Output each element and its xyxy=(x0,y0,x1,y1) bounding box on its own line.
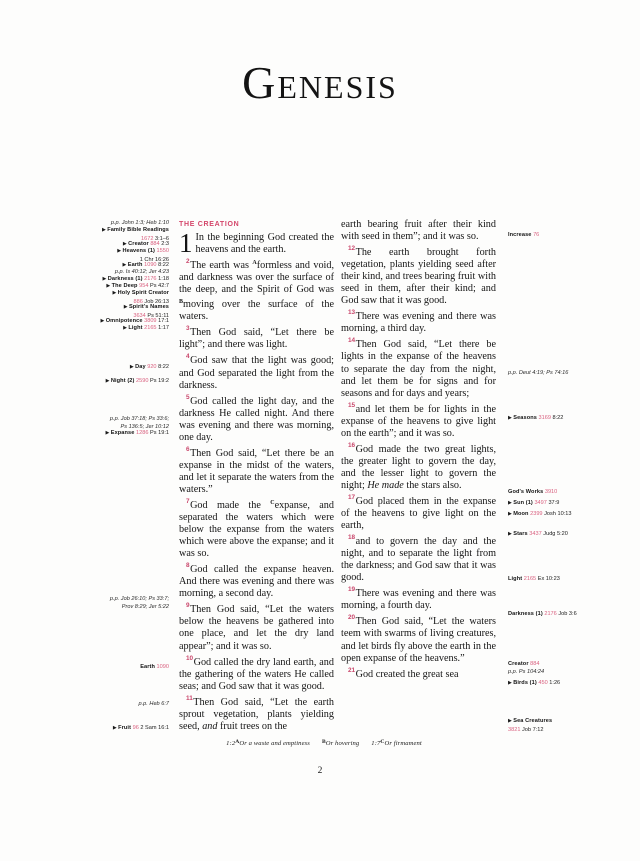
topic-keyword[interactable]: Creator xyxy=(128,241,149,247)
topic-keyword[interactable]: Earth xyxy=(140,664,155,670)
chain-arrow-icon: ▶ xyxy=(123,304,129,310)
topic-number: 96 xyxy=(131,725,139,731)
margin-note xyxy=(106,377,169,386)
topic-number: 3821 xyxy=(508,726,521,733)
cross-reference[interactable]: Josh 10:13 xyxy=(542,511,572,517)
topic-number: 884 xyxy=(528,661,540,667)
cross-reference[interactable]: Ex 10:23 xyxy=(536,576,560,582)
verse-number: 20 xyxy=(348,614,356,622)
margin-note xyxy=(508,414,563,423)
parallel-passage-ref: p.p. Heb 6:7 xyxy=(138,701,169,707)
verse-text: and let them be for lights in the expanse of the heavens to give light on the earth”; and it was so. xyxy=(341,403,496,439)
verse-text: God placed them in the expanse of the heavens to give light on the earth, xyxy=(341,495,496,532)
margin-note xyxy=(106,429,169,438)
verse-text: the stars also. xyxy=(403,479,462,491)
margin-note-line xyxy=(106,429,169,438)
margin-note-line xyxy=(508,510,571,519)
footnote-text: Or hovering xyxy=(325,740,360,747)
verse xyxy=(179,693,334,733)
margin-note-line xyxy=(508,530,568,539)
footnote-marker[interactable]: C xyxy=(270,499,275,506)
verse-number: 18 xyxy=(348,534,356,542)
topic-number: 2165 xyxy=(142,325,157,331)
margin-note-line xyxy=(508,726,552,734)
chapter-number: 1 xyxy=(179,228,193,259)
cross-reference[interactable]: Judg 5:20 xyxy=(541,531,568,537)
cross-reference[interactable]: 17:1 xyxy=(156,318,169,324)
margin-note xyxy=(123,324,169,333)
verse-text: Then God said, “Let the waters teem with swarms of living creatures, and let birds fly above the earth in the open expanse of the heavens.” xyxy=(341,616,496,664)
margin-note-line xyxy=(110,415,169,423)
footnote-letter: A xyxy=(235,739,240,745)
verse-number: 21 xyxy=(348,666,356,674)
topic-number: 2590 xyxy=(134,378,149,384)
verse xyxy=(179,323,334,351)
margin-note-line xyxy=(508,610,577,618)
footnote-letter: B xyxy=(321,739,326,745)
verse xyxy=(179,228,334,259)
verse-number: 6 xyxy=(186,445,190,453)
verse-text: and to govern the day and the night, and to separate the light from the darkness; and God saw that it was good. xyxy=(341,536,496,584)
margin-note-line xyxy=(123,324,169,333)
margin-note xyxy=(508,488,557,496)
verse-text: Then God said, “Let the waters below the heavens be gathered into one place, and let the dry land appear”; and it was so. xyxy=(179,604,334,652)
verse xyxy=(341,584,496,612)
verse-text: expanse, and separated the waters which were below the expanse from the waters which were above the expanse; and it was so. xyxy=(179,499,334,560)
footnote-text: Or a waste and emptiness xyxy=(239,740,310,747)
parallel-passage-ref: p.p. Deut 4:19; Ps 74:16 xyxy=(508,370,569,376)
topic-keyword[interactable]: The Deep xyxy=(111,283,138,289)
cross-reference[interactable]: Job 3:6 xyxy=(556,611,577,617)
verse-text: God saw that the light was good; and God separated the light from the darkness. xyxy=(179,355,334,391)
verse-text: He made xyxy=(367,479,404,491)
verse-number: 7 xyxy=(186,497,190,505)
topic-number: 1090 xyxy=(155,664,169,670)
chain-arrow-icon: ▶ xyxy=(508,500,514,506)
chain-arrow-icon: ▶ xyxy=(112,725,119,731)
margin-note-line xyxy=(140,663,169,671)
verse xyxy=(341,532,496,584)
topic-keyword[interactable]: Increase xyxy=(508,232,532,238)
cross-reference[interactable]: Ps 19:1 xyxy=(148,430,169,436)
cross-reference[interactable]: 3:1–6 xyxy=(153,235,169,242)
verse xyxy=(179,496,334,560)
cross-reference[interactable]: 1 Chr 16:26 xyxy=(139,256,169,263)
verse-number: 19 xyxy=(348,586,356,594)
chain-arrow-icon: ▶ xyxy=(100,318,106,324)
margin-note xyxy=(110,595,169,612)
parallel-passage-ref: p.p. Is 40:12; Jer 4:23 xyxy=(114,269,169,275)
topic-number: 2399 xyxy=(528,511,543,517)
verse-text: God created the great sea xyxy=(355,668,459,680)
right-margin-notes xyxy=(503,219,618,733)
footnote-text: Or firmament xyxy=(384,740,422,747)
verse-text: earth bearing fruit after their kind with seed in them”; and it was so. xyxy=(341,219,496,243)
verse xyxy=(179,653,334,693)
topic-number: 76 xyxy=(531,232,540,238)
verse-number: 13 xyxy=(348,309,356,317)
verse-number: 14 xyxy=(348,337,356,345)
margin-note-line xyxy=(112,289,169,298)
verse-text: The earth brought forth vegetation, plants yielding seed after their kind, and trees bearing fruit with seed in them, after their kind; and God saw that it was good. xyxy=(341,247,496,307)
verse-number: 10 xyxy=(186,654,194,662)
chain-arrow-icon: ▶ xyxy=(122,262,128,268)
footnote-item xyxy=(322,739,359,747)
verse xyxy=(179,256,334,323)
chain-arrow-icon: ▶ xyxy=(102,276,108,282)
parallel-passage-ref: p.p. Job 26:10; Ps 33:7; xyxy=(109,596,169,602)
verse xyxy=(341,440,496,492)
cross-reference[interactable]: 1:17 xyxy=(156,325,169,331)
margin-note-line xyxy=(113,724,169,733)
topic-number: 2165 xyxy=(522,576,537,582)
topic-number: 1672 xyxy=(140,235,154,242)
cross-reference[interactable]: 37:9 xyxy=(546,500,560,506)
verse xyxy=(179,600,334,652)
margin-note-line xyxy=(508,668,544,676)
margin-note-line xyxy=(102,226,169,235)
footnote-verse-ref: 1:7 xyxy=(371,740,381,747)
topic-number: 3437 xyxy=(527,531,542,537)
verse-number: 2 xyxy=(186,258,190,266)
chain-arrow-icon: ▶ xyxy=(508,718,514,724)
topic-number: 1286 xyxy=(134,430,149,436)
topic-keyword[interactable]: Darkness (1) xyxy=(508,611,543,617)
margin-note-line xyxy=(508,575,560,583)
verse-text: Then God said, “Let there be lights in the expanse of the heavens to separate the day from the night, and let them be for signs and for seasons and for days and years; xyxy=(341,339,496,399)
topic-keyword[interactable]: Holy Spirit Creator xyxy=(117,290,169,296)
cross-reference[interactable]: 8:22 xyxy=(550,415,564,421)
verse-text: God called the light day, and the darkness He called night. And there was evening and there was morning, one day. xyxy=(179,395,334,443)
margin-note-line xyxy=(508,369,568,377)
topic-keyword[interactable]: Expanse xyxy=(110,430,135,436)
verse-number: 16 xyxy=(348,441,356,449)
scripture-column-left xyxy=(179,219,334,733)
verse xyxy=(341,307,496,335)
cross-reference[interactable]: 2:3 xyxy=(159,241,169,247)
cross-reference[interactable]: 1:26 xyxy=(547,680,561,686)
chain-arrow-icon: ▶ xyxy=(112,290,118,296)
footnote-item xyxy=(226,739,310,747)
margin-note xyxy=(113,724,169,733)
parallel-passage-ref: p.p. Ps 104:24 xyxy=(508,669,545,675)
verse-text: God called the dry land earth, and the gathering of the waters He called seas; and God saw that it was good. xyxy=(179,656,334,692)
left-margin-notes xyxy=(82,219,172,733)
topic-number: 1550 xyxy=(155,248,169,254)
topic-keyword[interactable]: Darkness (1) xyxy=(107,276,143,282)
verse-text: God made the two great lights, the greater light to govern the day, and the lesser light to govern the night; xyxy=(341,443,496,491)
chain-arrow-icon: ▶ xyxy=(508,415,514,421)
margin-note xyxy=(508,530,568,539)
margin-note xyxy=(139,700,169,708)
verse-text: In the beginning God created the heavens and the earth. xyxy=(195,232,334,256)
topic-keyword[interactable]: Creator xyxy=(508,661,529,667)
verse xyxy=(179,351,334,391)
topic-number: 920 xyxy=(145,364,157,370)
cross-reference[interactable]: Ps 19:2 xyxy=(148,378,169,384)
page-title: Genesis xyxy=(242,57,398,108)
verse-text: God made the xyxy=(190,499,271,511)
topic-keyword[interactable]: Light xyxy=(508,576,523,582)
margin-note-line xyxy=(124,303,169,312)
verse-number: 3 xyxy=(186,325,190,333)
topic-keyword[interactable]: Birds (1) xyxy=(513,680,537,686)
topic-keyword[interactable]: Earth xyxy=(127,262,143,268)
cross-reference[interactable]: 8:22 xyxy=(156,262,169,268)
cross-reference[interactable]: 2 Sam 16:1 xyxy=(138,725,169,731)
page-body xyxy=(0,219,640,733)
margin-note-line xyxy=(139,700,169,708)
chain-arrow-icon: ▶ xyxy=(106,283,112,289)
section-heading: THE CREATION xyxy=(179,221,240,228)
topic-keyword[interactable]: Sun (1) xyxy=(513,500,533,506)
verse-text: Then God said, “Let there be an expanse in the midst of the waters, and let it separate the waters from the waters.” xyxy=(179,447,334,495)
verse xyxy=(179,392,334,444)
topic-keyword[interactable]: Night (2) xyxy=(110,378,135,384)
verse-text: fruit trees on the xyxy=(217,720,288,732)
chain-arrow-icon: ▶ xyxy=(129,364,136,370)
chain-arrow-icon: ▶ xyxy=(105,430,111,436)
topic-keyword[interactable]: Sea Creatures xyxy=(513,718,553,724)
verse-number: 17 xyxy=(348,493,356,501)
margin-note-line xyxy=(110,603,169,611)
cross-reference[interactable]: Job 7:12 xyxy=(520,726,544,733)
verse xyxy=(179,444,334,496)
margin-note-line xyxy=(508,488,557,496)
page-number: 2 xyxy=(317,766,323,776)
verse-number: 11 xyxy=(186,694,193,702)
topic-keyword[interactable]: Seasons xyxy=(513,415,537,421)
topic-number: 2176 xyxy=(542,611,557,617)
margin-note xyxy=(508,575,560,583)
parallel-passage-ref: p.p. John 1:3; Heb 1:10 xyxy=(110,220,169,226)
verse-number: 9 xyxy=(186,602,190,610)
verse xyxy=(341,243,496,307)
verse-text: Then God said, “Let there be light”; and there was light. xyxy=(179,327,334,351)
margin-note-line xyxy=(508,414,563,423)
topic-number: 3634 xyxy=(133,312,146,319)
chain-arrow-icon: ▶ xyxy=(123,325,129,331)
footnote-marker[interactable]: A xyxy=(252,260,257,267)
verse-text: formless and void, and darkness was over the surface of the deep, and the Spirit of God was xyxy=(179,260,335,296)
verse-number: 8 xyxy=(186,562,190,570)
topic-number: 3497 xyxy=(532,500,547,506)
topic-keyword[interactable]: Spirit's Names xyxy=(128,304,169,310)
verse-number: 5 xyxy=(186,393,190,401)
verse xyxy=(341,400,496,440)
topic-keyword[interactable]: Family Bible Readings xyxy=(107,227,169,233)
verse xyxy=(341,219,496,243)
chain-arrow-icon: ▶ xyxy=(508,680,514,686)
topic-keyword[interactable]: Omnipotence xyxy=(105,318,143,324)
footnote-verse-ref: 1:2 xyxy=(226,740,236,747)
margin-note xyxy=(508,668,544,676)
chain-arrow-icon: ▶ xyxy=(508,511,514,517)
margin-note xyxy=(508,231,539,239)
topic-number: 3169 xyxy=(536,415,551,421)
topic-keyword[interactable]: Moon xyxy=(513,511,529,517)
verse-number: 4 xyxy=(186,353,190,361)
margin-note xyxy=(508,610,577,618)
verse xyxy=(341,492,496,532)
cross-reference[interactable]: Ps 51:11 xyxy=(145,312,169,319)
verse-text: moving over the surface of the waters. xyxy=(179,299,334,323)
cross-reference[interactable]: 8:22 xyxy=(156,364,169,370)
footnote-item xyxy=(371,739,422,747)
chain-arrow-icon: ▶ xyxy=(508,531,514,537)
margin-note xyxy=(140,663,169,671)
verse-text: God called the expanse heaven. And there was evening and there was morning, a second day. xyxy=(179,564,334,600)
cross-reference[interactable]: Job 26:13 xyxy=(142,298,169,305)
margin-note-line xyxy=(508,717,552,726)
topic-number: 3910 xyxy=(543,489,558,495)
topic-keyword[interactable]: Light xyxy=(128,325,143,331)
verse xyxy=(341,612,496,664)
topic-keyword[interactable]: God's Works xyxy=(508,489,544,495)
parallel-passage-ref: Prov 8:29; Jer 5:22 xyxy=(121,604,169,611)
margin-note xyxy=(508,679,560,688)
margin-note-line xyxy=(106,377,169,386)
topic-keyword[interactable]: Day xyxy=(135,364,146,370)
margin-note-line xyxy=(508,499,559,508)
topic-number: 884 xyxy=(148,241,160,247)
footnote-letter: C xyxy=(380,739,385,745)
verse xyxy=(341,665,496,681)
footnote-bar xyxy=(168,739,480,747)
margin-note-line xyxy=(110,595,169,603)
verse-text: Then God said, “Let the earth sprout vegetation, plants yielding seed, xyxy=(179,696,334,732)
margin-note-line xyxy=(130,363,169,372)
topic-number: 886 xyxy=(133,298,143,305)
topic-number: 1090 xyxy=(142,262,157,268)
topic-number: 2176 xyxy=(142,276,157,282)
topic-number: 450 xyxy=(536,680,548,686)
margin-note xyxy=(508,369,568,377)
parallel-passage-ref: Ps 136:5; Jer 10:12 xyxy=(120,424,169,431)
topic-number: 3809 xyxy=(142,318,157,324)
verse xyxy=(341,335,496,399)
topic-number: 954 xyxy=(137,283,149,289)
verse-number: 12 xyxy=(348,245,356,253)
chain-arrow-icon: ▶ xyxy=(122,241,129,247)
verse-number: 15 xyxy=(348,401,356,409)
topic-keyword[interactable]: Heavens (1) xyxy=(122,248,155,254)
margin-note xyxy=(130,363,169,372)
verse-text: There was evening and there was morning, a third day. xyxy=(341,311,496,335)
verse-text: The earth was xyxy=(190,260,253,272)
verse-text: and xyxy=(202,720,218,732)
verse xyxy=(179,560,334,600)
margin-note-line xyxy=(508,231,539,239)
parallel-passage-ref: p.p. Job 37:18; Ps 33:6; xyxy=(109,416,169,422)
topic-keyword[interactable]: Stars xyxy=(513,531,528,537)
margin-note-line xyxy=(508,679,560,688)
footnote-marker[interactable]: B xyxy=(179,299,184,306)
scripture-column-right xyxy=(341,219,496,733)
cross-reference[interactable]: Ps 42:7 xyxy=(148,283,169,289)
margin-note-line xyxy=(117,247,169,256)
cross-reference[interactable]: 1:18 xyxy=(156,276,169,282)
chain-arrow-icon: ▶ xyxy=(105,378,111,384)
topic-keyword[interactable]: Fruit xyxy=(118,725,132,731)
margin-note xyxy=(508,717,552,734)
chain-arrow-icon: ▶ xyxy=(101,227,108,233)
margin-note xyxy=(508,510,571,519)
chain-arrow-icon: ▶ xyxy=(117,248,123,254)
verse-text: There was evening and there was morning, a fourth day. xyxy=(341,588,496,612)
margin-note xyxy=(508,499,559,508)
